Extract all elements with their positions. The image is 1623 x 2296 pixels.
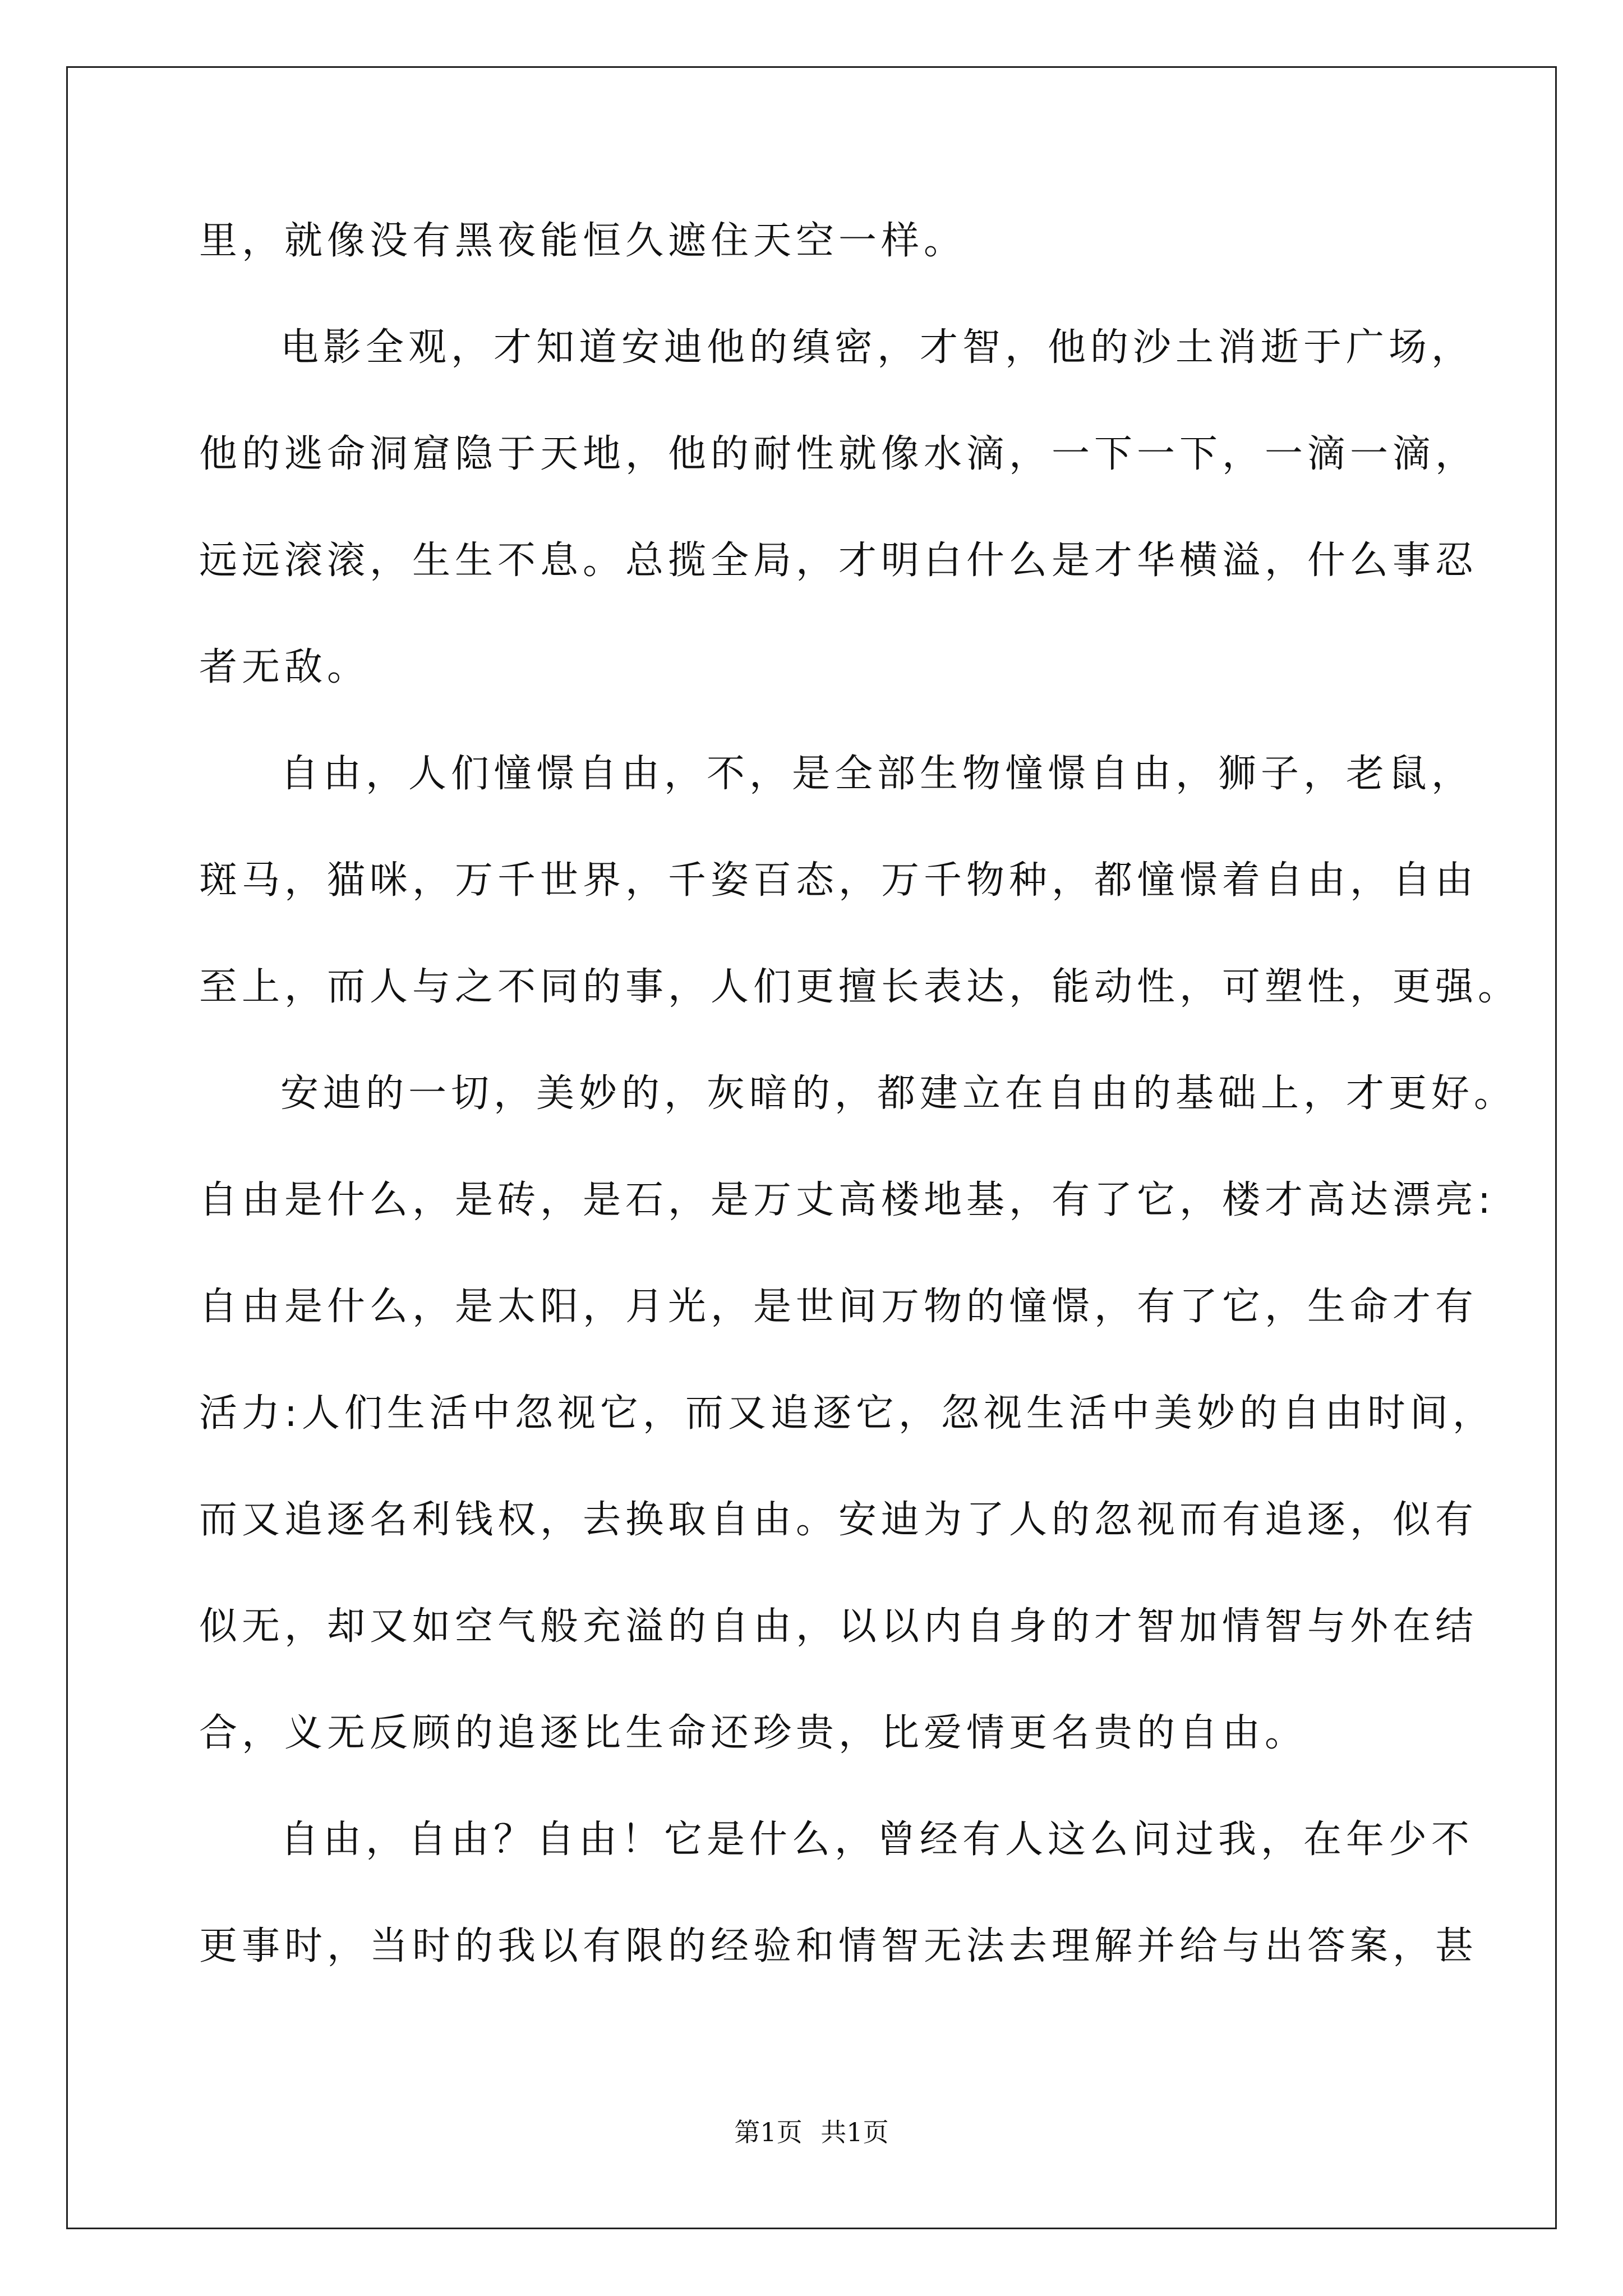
text-line: 安迪的一切，美妙的，灰暗的，都建立在自由的基础上，才更好。 bbox=[280, 1071, 1517, 1116]
text-line: 电影全观，才知道安迪他的缜密，才智，他的沙土消逝于广场， bbox=[280, 325, 1474, 370]
text-line: 自由，自由？自由！它是什么，曾经有人这么问过我，在年少不 bbox=[280, 1818, 1474, 1862]
text-line: 自由是什么，是砖，是石，是万丈高楼地基，有了它，楼才高达漂亮: bbox=[199, 1178, 1495, 1222]
text-line: 斑马，猫咪，万千世界，千姿百态，万千物种，都憧憬着自由，自由 bbox=[199, 858, 1478, 903]
text-line: 他的逃命洞窟隐于天地，他的耐性就像水滴，一下一下，一滴一滴， bbox=[199, 432, 1478, 476]
text-line: 更事时，当时的我以有限的经验和情智无法去理解并给与出答案，甚 bbox=[199, 1924, 1478, 1968]
text-line: 里，就像没有黑夜能恒久遮住天空一样。 bbox=[199, 219, 967, 263]
text-line: 自由是什么，是太阳，月光，是世间万物的憧憬，有了它，生命才有 bbox=[199, 1285, 1478, 1329]
text-line: 者无敌。 bbox=[199, 645, 370, 689]
text-line: 至上，而人与之不同的事，人们更擅长表达，能动性，可塑性，更强。 bbox=[199, 965, 1521, 1009]
text-line: 自由，人们憧憬自由，不，是全部生物憧憬自由，狮子，老鼠， bbox=[280, 752, 1474, 796]
text-line: 远远滚滚，生生不息。总揽全局，才明白什么是才华横溢，什么事忍 bbox=[199, 539, 1478, 583]
page-number-footer: 第1页 共1页 bbox=[734, 2117, 889, 2147]
text-line: 合，义无反顾的追逐比生命还珍贵，比爱情更名贵的自由。 bbox=[199, 1711, 1308, 1755]
text-line: 而又追逐名利钱权，去换取自由。安迪为了人的忽视而有追逐，似有 bbox=[199, 1498, 1478, 1542]
text-line: 活力:人们生活中忽视它，而又追逐它，忽视生活中美妙的自由时间， bbox=[199, 1391, 1495, 1435]
body-text bbox=[199, 213, 1521, 2025]
text-line: 似无，却又如空气般充溢的自由，以以内自身的才智加情智与外在结 bbox=[199, 1604, 1478, 1649]
